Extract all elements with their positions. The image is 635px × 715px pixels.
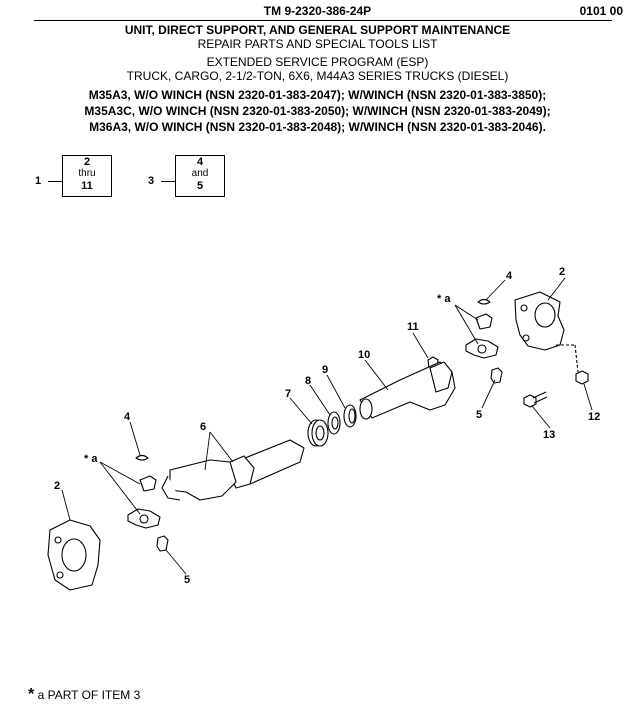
transfer-case-flange-lower: [48, 520, 100, 590]
lock-ring-upper: [478, 300, 490, 305]
title-line-5: M35A3, W/O WINCH (NSN 2320-01-383-2047); W/WINCH (NSN 2320-01-383-3850);: [88, 88, 547, 102]
callout-star-a-upper: * a: [437, 293, 451, 305]
callout-6: 6: [200, 421, 207, 433]
lock-ring-lower: [136, 456, 148, 461]
callout-star-a-lower: * a: [84, 453, 98, 465]
callout-4-lower: 4: [124, 411, 131, 423]
footnote-star: *: [28, 686, 35, 703]
callout-8: 8: [305, 375, 312, 387]
universal-joint-upper: [466, 314, 502, 383]
callout-4-upper: 4: [506, 270, 513, 282]
assembly-3-mid: and: [191, 168, 209, 179]
propeller-shaft: [162, 440, 304, 500]
callout-5-upper: 5: [476, 409, 483, 421]
assembly-3-number: 3: [148, 175, 155, 187]
title-line-6: M35A3C, W/O WINCH (NSN 2320-01-383-2050); W/WINCH (NSN 2320-01-383-2049);: [84, 104, 551, 118]
title-line-1: UNIT, DIRECT SUPPORT, AND GENERAL SUPPORT MAINTENANCE: [124, 23, 511, 37]
callout-9: 9: [322, 364, 329, 376]
assembly-3-bot: 5: [196, 180, 204, 192]
callout-11: 11: [407, 321, 419, 333]
tm-number: TM 9-2320-386-24P: [263, 4, 372, 18]
callout-5-lower: 5: [184, 574, 191, 586]
callout-10: 10: [358, 349, 371, 361]
nut: [576, 371, 588, 384]
callout-7: 7: [285, 388, 292, 400]
washer: [328, 412, 340, 434]
title-line-7: M36A3, W/O WINCH (NSN 2320-01-383-2048); W/WINCH (NSN 2320-01-383-2046).: [89, 120, 546, 134]
assembly-1-bot: 11: [81, 180, 93, 192]
title-line-2: REPAIR PARTS AND SPECIAL TOOLS LIST: [197, 37, 438, 51]
assembly-1-top: 2: [83, 156, 91, 168]
callout-2-upper: 2: [559, 266, 566, 278]
bolt: [524, 392, 547, 407]
assembly-1-number: 1: [35, 175, 42, 187]
assembly-3-top: 4: [196, 156, 204, 168]
callout-13: 13: [543, 429, 556, 441]
footnote-text: a PART OF ITEM 3: [34, 688, 141, 702]
callout-2-lower: 2: [54, 480, 61, 492]
packing: [308, 420, 328, 446]
dust-cap: [344, 405, 356, 427]
transfer-case-flange-upper: [515, 292, 578, 372]
slip-yoke: [360, 362, 455, 419]
title-line-4: TRUCK, CARGO, 2-1/2-TON, 6X6, M44A3 SERIES TRUCKS (DIESEL): [126, 69, 509, 83]
title-line-3: EXTENDED SERVICE PROGRAM (ESP): [206, 55, 429, 69]
callout-12: 12: [588, 411, 601, 423]
assembly-1-mid: thru: [78, 168, 96, 179]
work-package-code: 0101 00: [579, 4, 623, 18]
footnote: [28, 686, 140, 704]
